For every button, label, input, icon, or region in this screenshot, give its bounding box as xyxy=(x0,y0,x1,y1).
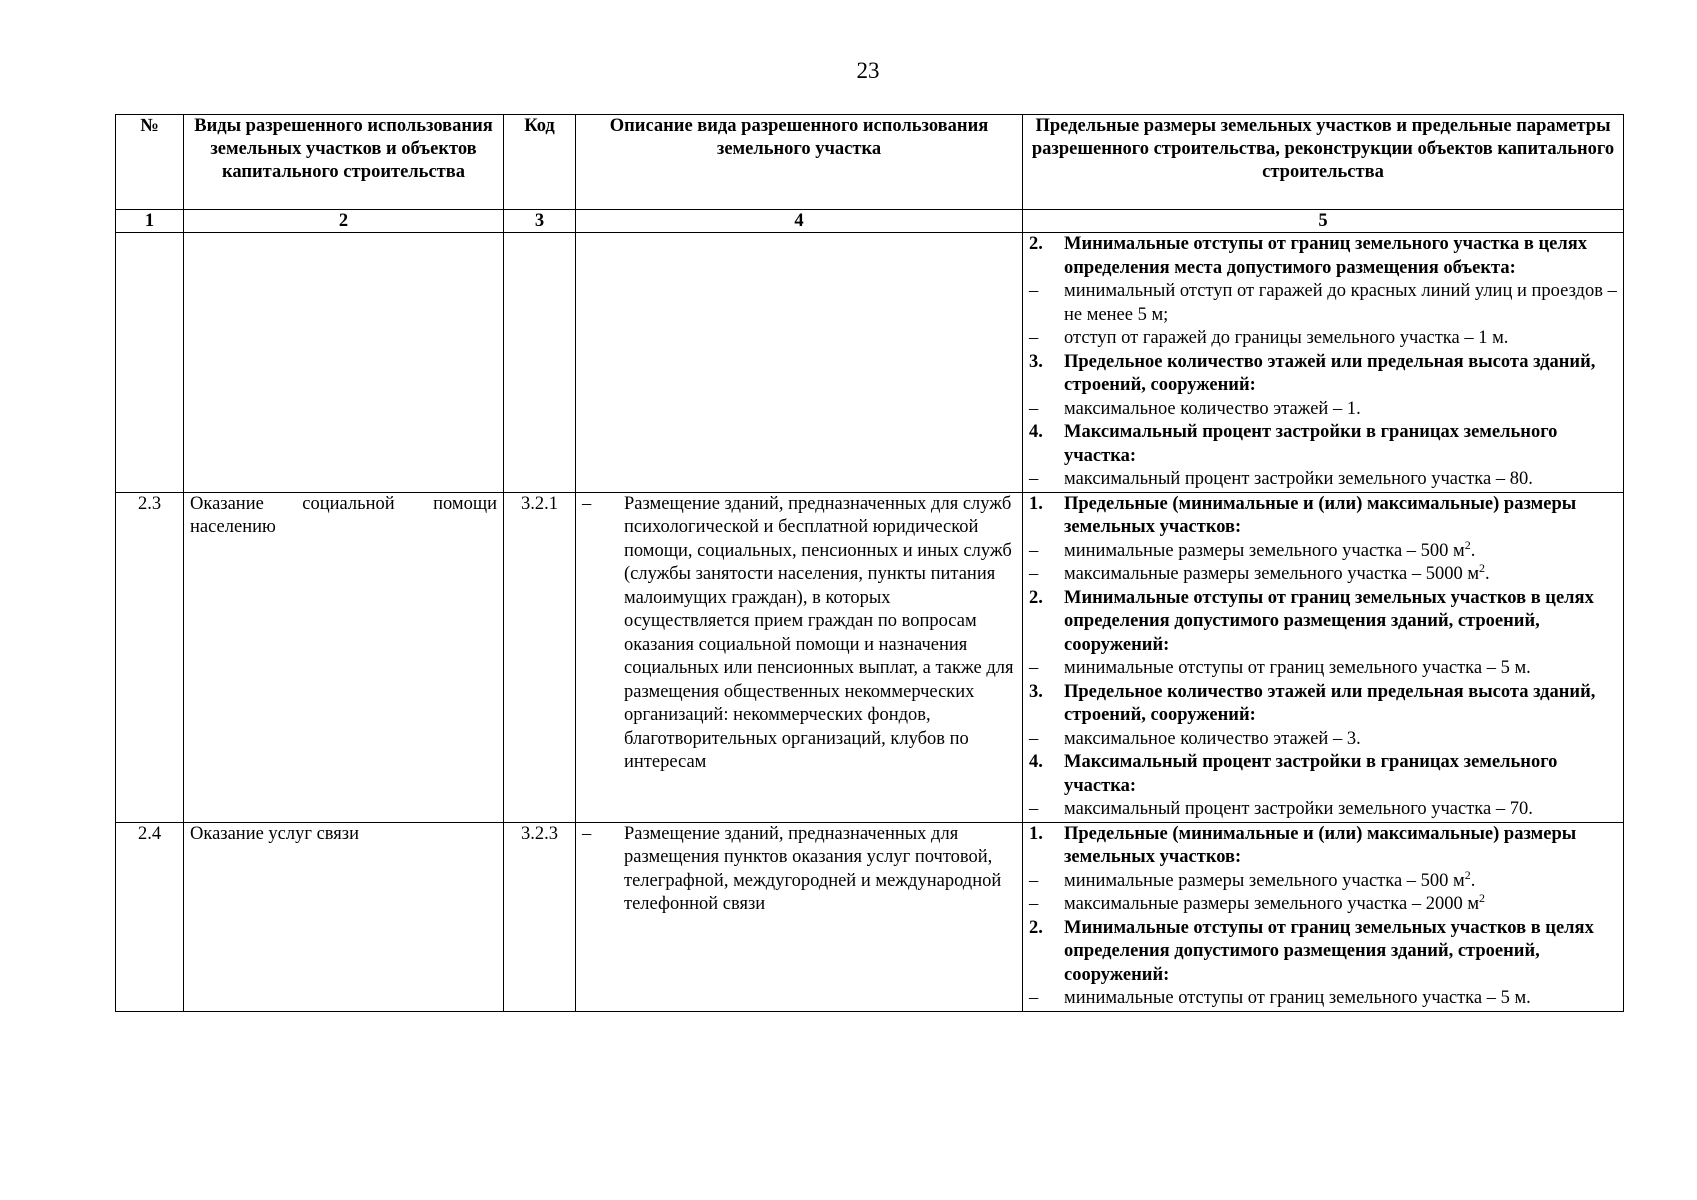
parameter-text-body: максимальный процент застройки земельного участка – 80. xyxy=(1064,469,1533,489)
parameter-text xyxy=(1064,537,1617,564)
row-code xyxy=(504,233,576,493)
parameter-text xyxy=(1064,280,1617,327)
unit-superscript: 2 xyxy=(1464,537,1471,552)
parameter-marker: – xyxy=(1029,988,1039,1008)
parameter-marker: – xyxy=(1029,658,1039,678)
parameter-item xyxy=(1029,728,1617,752)
parameter-marker: 1. xyxy=(1029,823,1043,844)
parameter-marker: 2. xyxy=(1029,917,1043,938)
parameter-marker: 3. xyxy=(1029,681,1043,702)
row-use-type xyxy=(184,233,504,493)
description-item xyxy=(582,493,1016,775)
column-number: 1 xyxy=(116,210,184,233)
header-parameters: Предельные размеры земельных участков и предельные параметры разрешенного строительства, реконструкции объектов капитального строительства xyxy=(1023,115,1624,210)
parameter-heading xyxy=(1029,587,1617,658)
row-code: 3.2.3 xyxy=(504,822,576,1011)
parameter-text xyxy=(1064,563,1617,587)
description-marker: – xyxy=(582,493,592,514)
parameter-text xyxy=(1064,398,1617,422)
parameter-text xyxy=(1064,493,1617,540)
parameter-text-body: Предельные (минимальные и (или) максимальные) размеры земельных участков: xyxy=(1064,823,1577,867)
header-description: Описание вида разрешенного использования земельного участка xyxy=(576,115,1023,210)
parameter-marker: 3. xyxy=(1029,351,1043,372)
parameter-heading xyxy=(1029,233,1617,280)
column-number: 4 xyxy=(576,210,1023,233)
description-text: Размещение зданий, предназначенных для размещения пунктов оказания услуг почтовой, телеграфной, междугородней и международной телефонной связи xyxy=(624,823,1002,914)
parameter-heading xyxy=(1029,823,1617,870)
parameter-marker: – xyxy=(1029,328,1039,348)
parameter-text-tail: . xyxy=(1485,564,1490,584)
header-number: № xyxy=(116,115,184,210)
parameter-text-body: максимальное количество этажей – 3. xyxy=(1064,728,1361,749)
column-number: 5 xyxy=(1023,210,1624,233)
parameter-heading xyxy=(1029,681,1617,728)
parameter-text xyxy=(1064,751,1617,798)
table-row xyxy=(116,492,1624,822)
column-number-row xyxy=(116,210,1624,233)
parameter-item xyxy=(1029,987,1617,1011)
parameter-marker: – xyxy=(1029,894,1039,914)
row-number: 2.4 xyxy=(116,822,184,1011)
parameter-text xyxy=(1064,798,1617,822)
row-parameters xyxy=(1023,233,1624,493)
parameter-text-body: Предельные (минимальные и (или) максимальные) размеры земельных участков: xyxy=(1064,493,1577,537)
parameter-text-tail: . xyxy=(1470,540,1476,561)
parameter-text xyxy=(1064,587,1617,658)
parameter-text-body: минимальные размеры земельного участка – 500 м xyxy=(1064,870,1465,891)
description-marker: – xyxy=(582,823,592,844)
parameter-marker: – xyxy=(1029,728,1039,749)
table-row xyxy=(116,822,1624,1011)
parameter-item xyxy=(1029,280,1617,327)
parameter-text-body: Предельное количество этажей или предельная высота зданий, строений, сооружений: xyxy=(1064,351,1596,395)
column-number: 2 xyxy=(184,210,504,233)
parameter-text-body: Минимальные отступы от границ земельного участка в целях определения места допустимого размещения объекта: xyxy=(1064,234,1587,278)
description-text: Размещение зданий, предназначенных для служб психологической и бесплатной юридической помощи, социальных, пенсионных и иных служб (службы занятости населения, пункты питания малоимущих граждан), в которых осуществляется прием граждан по вопросам оказания социальной помощи и назначения социальных или пенсионных выплат, а также для размещения общественных некоммерческих организаций: некоммерческих фондов, благотворительных организаций, клубов по интересам xyxy=(624,493,1014,772)
parameter-text xyxy=(1064,728,1617,752)
parameter-text-body: отступ от гаражей до границы земельного участка – 1 м. xyxy=(1064,328,1509,348)
parameter-marker: 4. xyxy=(1029,752,1043,772)
parameter-text-body: максимальные размеры земельного участка – 2000 м xyxy=(1064,894,1480,914)
unit-superscript: 2 xyxy=(1479,561,1486,575)
parameter-text xyxy=(1064,681,1617,728)
parameter-marker: 4. xyxy=(1029,422,1043,442)
row-description xyxy=(576,233,1023,493)
parameter-heading xyxy=(1029,493,1617,540)
parameter-marker: – xyxy=(1029,398,1039,419)
parameter-heading xyxy=(1029,917,1617,988)
column-number: 3 xyxy=(504,210,576,233)
parameter-text xyxy=(1064,987,1617,1011)
parameter-marker: – xyxy=(1029,799,1039,819)
row-description xyxy=(576,822,1023,1011)
row-parameters xyxy=(1023,822,1624,1011)
row-use-type: Оказание услуг связи xyxy=(184,822,504,1011)
parameter-text-body: максимальное количество этажей – 1. xyxy=(1064,398,1361,419)
parameter-marker: – xyxy=(1029,469,1039,489)
parameter-text-body: максимальный процент застройки земельного участка – 70. xyxy=(1064,799,1533,819)
parameter-heading xyxy=(1029,421,1617,468)
parameter-text xyxy=(1064,351,1617,398)
parameter-heading xyxy=(1029,351,1617,398)
parameter-marker: – xyxy=(1029,564,1039,584)
row-number: 2.3 xyxy=(116,492,184,822)
unit-superscript: 2 xyxy=(1464,867,1471,882)
parameter-item xyxy=(1029,798,1617,822)
parameter-text xyxy=(1064,468,1617,492)
parameter-text xyxy=(1064,657,1617,681)
parameter-item xyxy=(1029,893,1617,917)
parameter-text-body: максимальные размеры земельного участка – 5000 м xyxy=(1064,564,1480,584)
parameter-marker: – xyxy=(1029,870,1039,891)
parameter-item xyxy=(1029,398,1617,422)
parameter-item xyxy=(1029,537,1617,564)
parameter-text-body: Минимальные отступы от границ земельных участков в целях определения допустимого размещения зданий, строений, сооружений: xyxy=(1064,917,1594,985)
parameter-heading xyxy=(1029,751,1617,798)
parameter-text-body: минимальные размеры земельного участка – 500 м xyxy=(1064,540,1465,561)
header-code: Код xyxy=(504,115,576,210)
parameter-text-body: Предельное количество этажей или предельная высота зданий, строений, сооружений: xyxy=(1064,681,1596,725)
land-use-table xyxy=(115,114,1624,1012)
page-number: 23 xyxy=(856,58,880,83)
parameter-marker: 2. xyxy=(1029,587,1043,608)
parameter-text xyxy=(1064,421,1617,468)
parameter-item xyxy=(1029,867,1617,894)
parameter-text-body: минимальные отступы от границ земельного участка – 5 м. xyxy=(1064,988,1531,1008)
row-parameters xyxy=(1023,492,1624,822)
parameter-item xyxy=(1029,327,1617,351)
row-description xyxy=(576,492,1023,822)
parameter-marker: 1. xyxy=(1029,493,1043,514)
description-item xyxy=(582,823,1016,917)
row-number xyxy=(116,233,184,493)
parameter-marker: – xyxy=(1029,281,1039,301)
parameter-item xyxy=(1029,563,1617,587)
parameter-text-body: Максимальный процент застройки в границах земельного участка: xyxy=(1064,752,1558,796)
parameter-text-body: Максимальный процент застройки в границах земельного участка: xyxy=(1064,422,1558,466)
parameter-text-body: минимальный отступ от гаражей до красных линий улиц и проездов – не менее 5 м; xyxy=(1064,281,1617,325)
parameter-text xyxy=(1064,867,1617,894)
parameter-item xyxy=(1029,657,1617,681)
parameter-text xyxy=(1064,327,1617,351)
parameter-text xyxy=(1064,823,1617,870)
header-use-type: Виды разрешенного использования земельных участков и объектов капитального строительства xyxy=(184,115,504,210)
parameter-text-tail: . xyxy=(1470,870,1476,891)
row-code: 3.2.1 xyxy=(504,492,576,822)
parameter-marker: – xyxy=(1029,540,1039,561)
parameter-text-body: минимальные отступы от границ земельного участка – 5 м. xyxy=(1064,658,1531,678)
parameter-item xyxy=(1029,468,1617,492)
parameter-text-body: Минимальные отступы от границ земельных участков в целях определения допустимого размещения зданий, строений, сооружений: xyxy=(1064,587,1594,655)
parameter-text xyxy=(1064,893,1617,917)
parameter-text xyxy=(1064,917,1617,988)
row-use-type: Оказание социальной помощи населению xyxy=(184,492,504,822)
parameter-text xyxy=(1064,233,1617,280)
table-row xyxy=(116,233,1624,493)
table-header-row xyxy=(116,115,1624,210)
parameter-marker: 2. xyxy=(1029,234,1043,254)
unit-superscript: 2 xyxy=(1479,891,1486,905)
